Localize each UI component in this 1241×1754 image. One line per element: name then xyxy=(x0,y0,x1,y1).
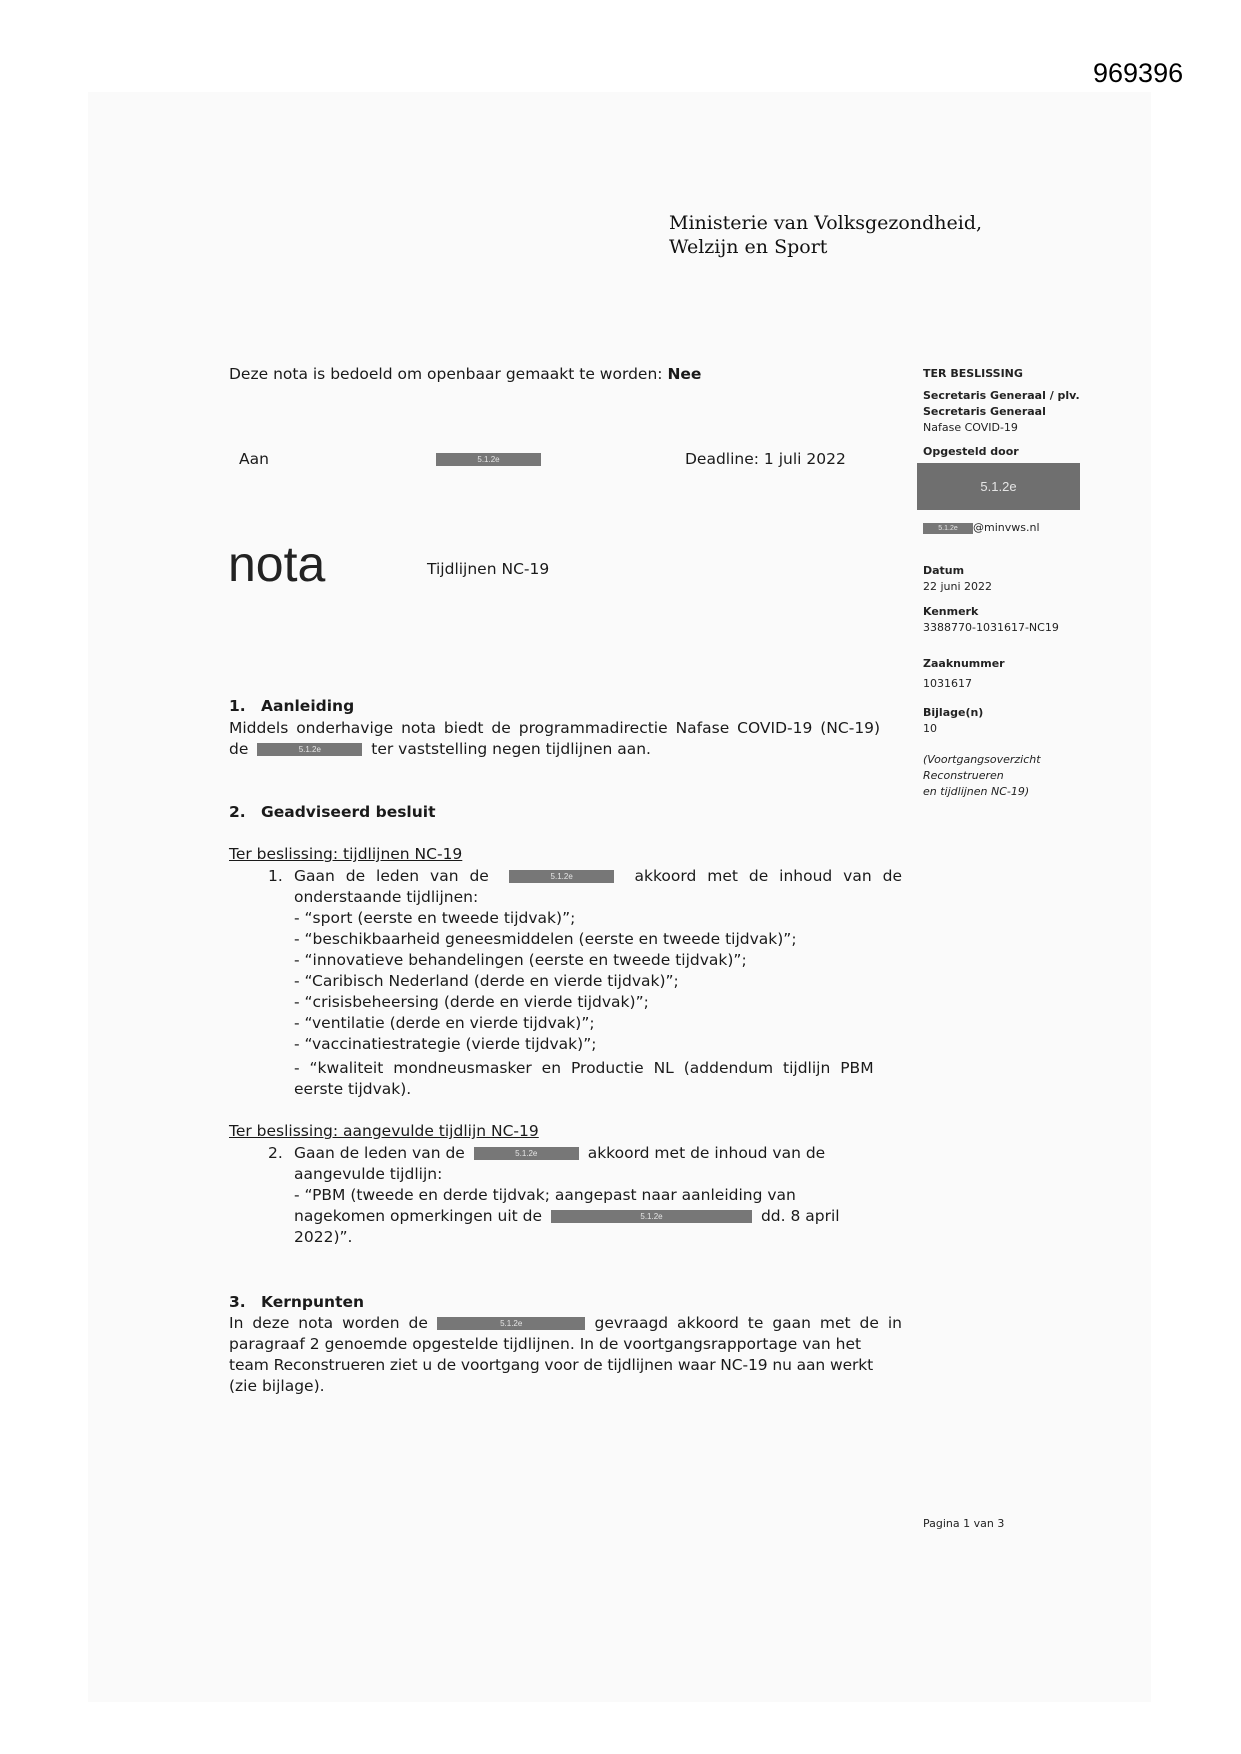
publicity-text: Deze nota is bedoeld om openbaar gemaakt te worden: xyxy=(229,365,663,383)
item-1-pre: Gaan de leden van de xyxy=(294,867,489,885)
item-2-redaction: 5.1.2e xyxy=(474,1147,579,1160)
sidebar-sg-line-3: Nafase COVID-19 xyxy=(923,421,1018,434)
section-3-redaction: 5.1.2e xyxy=(437,1317,585,1330)
email-suffix: @minvws.nl xyxy=(973,521,1040,534)
bullet-item: - “vaccinatiestrategie (vierde tijdvak)”; xyxy=(294,1035,597,1053)
publicity-line xyxy=(229,364,701,385)
item-2-line-4-pre: nagekomen opmerkingen uit de xyxy=(294,1207,543,1225)
datum-value: 22 juni 2022 xyxy=(923,580,993,593)
section-2-number: 2. xyxy=(229,803,246,821)
bullet-item: - “ventilatie (derde en vierde tijdvak)”; xyxy=(294,1014,595,1032)
page-background xyxy=(88,92,1151,1702)
ministry-line-1: Ministerie van Volksgezondheid, xyxy=(669,212,983,234)
bijlagen-value: 10 xyxy=(923,722,937,735)
bullet-list xyxy=(294,908,797,1055)
section-3-post: gevraagd akkoord te gaan met de in xyxy=(594,1314,902,1332)
section-1-line-2 xyxy=(229,739,651,760)
item-2-line-4 xyxy=(294,1206,840,1227)
sidebar xyxy=(923,366,1080,460)
section-1-post: ter vaststelling negen tijdlijnen aan. xyxy=(371,740,651,758)
section-3-line-1 xyxy=(229,1313,902,1334)
section-2-title: Geadviseerd besluit xyxy=(261,803,436,821)
section-3-title: Kernpunten xyxy=(261,1293,365,1311)
addressee-redaction: 5.1.2e xyxy=(436,453,541,466)
sidebar-opgesteld-label: Opgesteld door xyxy=(923,445,1019,458)
section-3-line-2: paragraaf 2 genoemde opgestelde tijdlijnen. In de voortgangsrapportage van het xyxy=(229,1335,862,1353)
addressee-label: Aan xyxy=(239,450,269,468)
item-2-line-1 xyxy=(294,1143,825,1164)
kenmerk-label: Kenmerk xyxy=(923,605,979,618)
nota-title: nota xyxy=(228,536,326,592)
opgesteld-redaction: 5.1.2e xyxy=(917,463,1080,510)
item-2-line-2: aangevulde tijdlijn: xyxy=(294,1165,443,1183)
item-2-line-4-redaction: 5.1.2e xyxy=(551,1210,752,1223)
publicity-value: Nee xyxy=(667,365,702,383)
section-1-redaction: 5.1.2e xyxy=(257,743,362,756)
section-3-line-4: (zie bijlage). xyxy=(229,1377,325,1395)
datum-label: Datum xyxy=(923,564,965,577)
ministry-logo-text xyxy=(669,211,982,259)
zaaknummer-label: Zaaknummer xyxy=(923,657,1005,670)
item-1-line-1 xyxy=(294,866,902,887)
item-2-line-4-post: dd. 8 april xyxy=(760,1207,840,1225)
sidebar-meta xyxy=(923,563,1059,800)
email-redaction: 5.1.2e xyxy=(923,523,973,534)
nota-subject: Tijdlijnen NC-19 xyxy=(427,560,550,578)
sidebar-sg-line-1: Secretaris Generaal / plv. xyxy=(923,389,1080,402)
zaaknummer-value: 1031617 xyxy=(923,677,972,690)
bullet-last-line-2: eerste tijdvak). xyxy=(294,1080,412,1098)
sidebar-sg-line-2: Secretaris Generaal xyxy=(923,405,1046,418)
item-2-post: akkoord met de inhoud van de xyxy=(587,1144,826,1162)
kenmerk-value: 3388770-1031617-NC19 xyxy=(923,621,1059,634)
item-2-line-3: - “PBM (tweede en derde tijdvak; aangepast naar aanleiding van xyxy=(294,1186,796,1204)
bijlagen-note-1: (Voortgangsoverzicht xyxy=(923,753,1041,766)
section-3-heading xyxy=(229,1292,364,1313)
sidebar-email xyxy=(923,520,1040,536)
section-1-number: 1. xyxy=(229,697,246,715)
section-3-pre: In deze nota worden de xyxy=(229,1314,428,1332)
item-1-post: akkoord met de inhoud van de xyxy=(634,867,902,885)
item-2-line-5: 2022)”. xyxy=(294,1228,353,1246)
item-1-redaction: 5.1.2e xyxy=(509,870,614,883)
sidebar-ter-beslissing: TER BESLISSING xyxy=(923,367,1023,380)
bijlagen-note-2: Reconstrueren xyxy=(923,769,1004,782)
bullet-item: - “sport (eerste en tweede tijdvak)”; xyxy=(294,909,576,927)
ministry-line-2: Welzijn en Sport xyxy=(669,236,828,258)
item-2-number: 2. xyxy=(268,1144,283,1162)
section-1-line-1: Middels onderhavige nota biedt de programmadirectie Nafase COVID-19 (NC-19) xyxy=(229,719,881,737)
section-1-de: de xyxy=(229,740,249,758)
bullet-item: - “Caribisch Nederland (derde en vierde tijdvak)”; xyxy=(294,972,679,990)
bijlagen-label: Bijlage(n) xyxy=(923,706,984,719)
section-1-title: Aanleiding xyxy=(261,697,355,715)
bullet-last-line-1: - “kwaliteit mondneusmasker en Productie NL (addendum tijdlijn PBM xyxy=(294,1059,874,1077)
bullet-item: - “crisisbeheersing (derde en vierde tijdvak)”; xyxy=(294,993,649,1011)
section-3-line-3: team Reconstrueren ziet u de voortgang voor de tijdlijnen waar NC-19 nu aan werkt xyxy=(229,1356,874,1374)
bullet-item: - “beschikbaarheid geneesmiddelen (eerste en tweede tijdvak)”; xyxy=(294,930,797,948)
item-1-number: 1. xyxy=(268,867,283,885)
section-1-heading xyxy=(229,696,354,717)
section-2-sub-1: Ter beslissing: tijdlijnen NC-19 xyxy=(229,845,463,863)
bijlagen-note-3: en tijdlijnen NC-19) xyxy=(923,785,1030,798)
section-2-heading xyxy=(229,802,436,823)
deadline: Deadline: 1 juli 2022 xyxy=(685,450,846,468)
item-1-line-2: onderstaande tijdlijnen: xyxy=(294,888,479,906)
document-number: 969396 xyxy=(1093,58,1184,88)
item-2-pre: Gaan de leden van de xyxy=(294,1144,465,1162)
bullet-item: - “innovatieve behandelingen (eerste en tweede tijdvak)”; xyxy=(294,951,747,969)
section-2-sub-2: Ter beslissing: aangevulde tijdlijn NC-19 xyxy=(229,1122,539,1140)
page-number: Pagina 1 van 3 xyxy=(923,1517,1005,1530)
section-3-number: 3. xyxy=(229,1293,246,1311)
